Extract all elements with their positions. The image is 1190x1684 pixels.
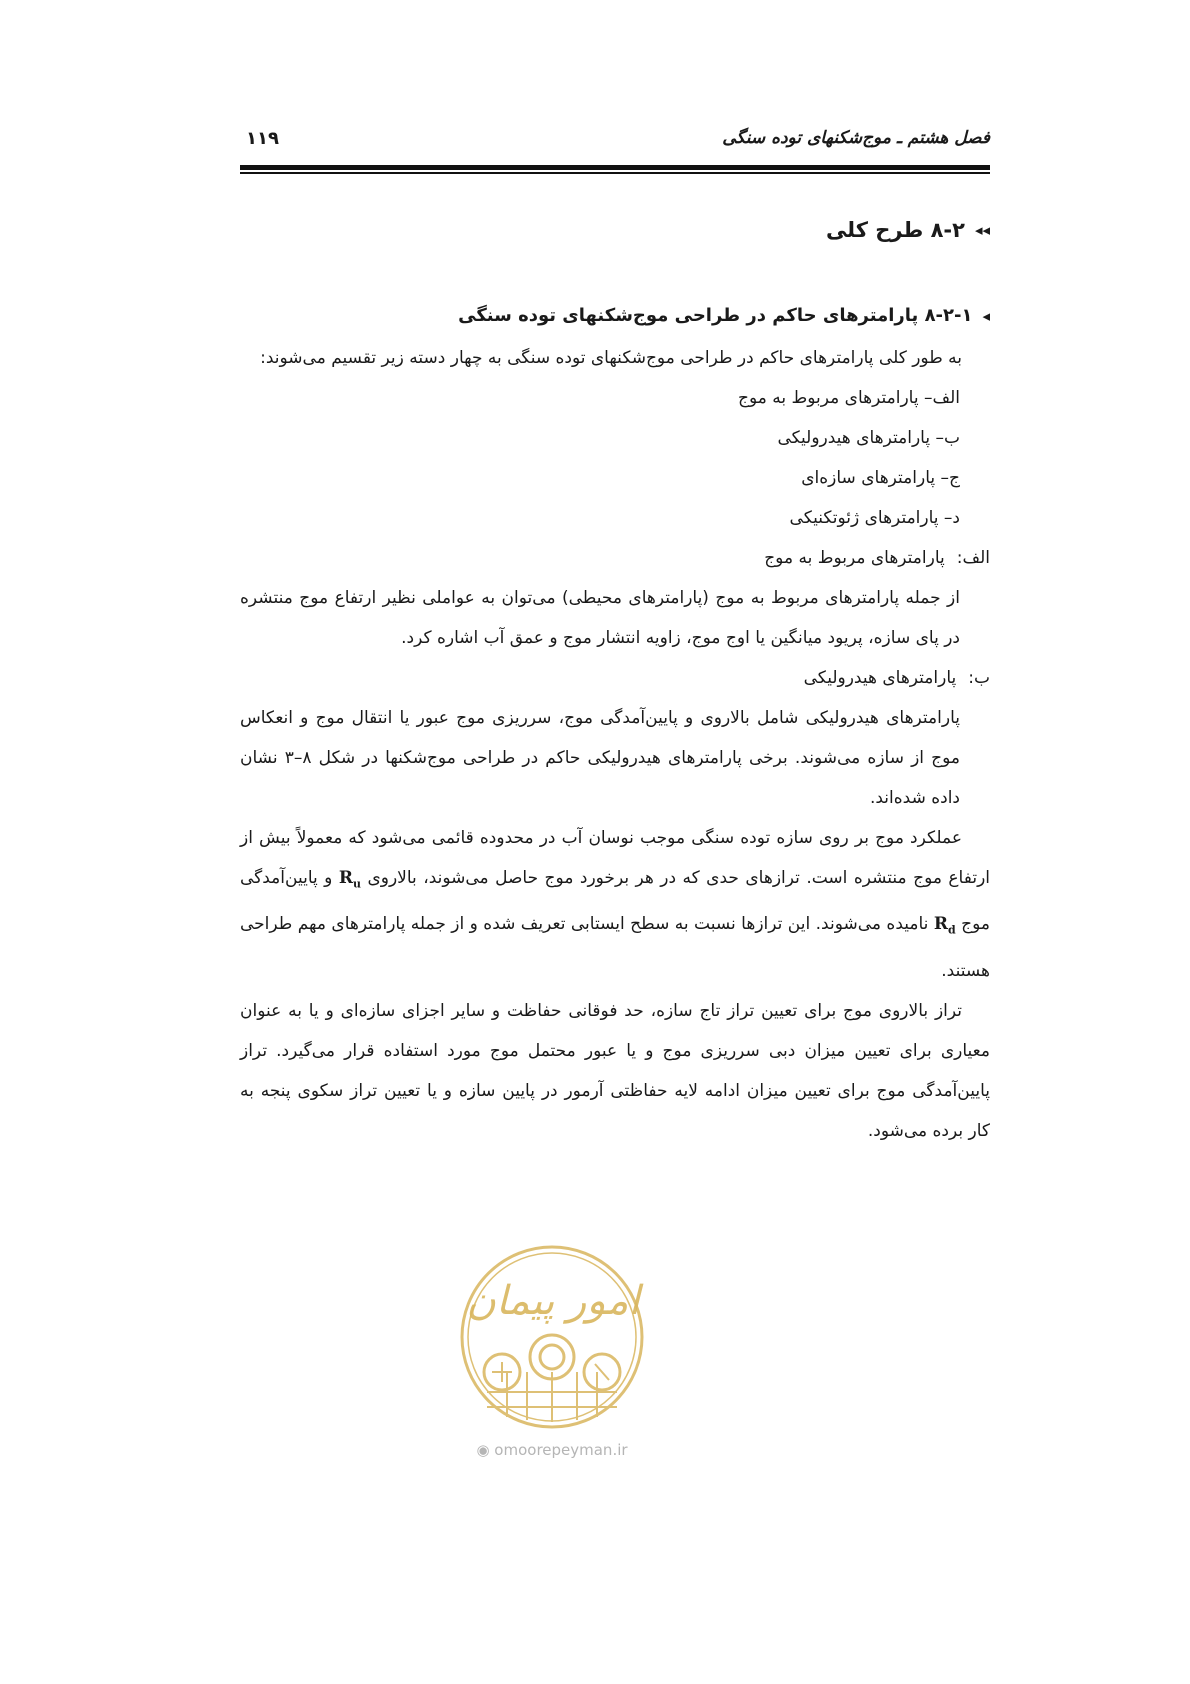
subsection-heading <box>240 296 990 336</box>
list-item: ب– پارامترهای هیدرولیکی <box>777 428 960 448</box>
ru-symbol-sub: u <box>352 877 361 891</box>
page-header <box>240 128 990 158</box>
ru-symbol-base: R <box>338 868 353 888</box>
levels-paragraph: تراز بالاروی موج برای تعیین تراز تاج سازه، حد فوقانی حفاظت و سایر اجزای سازه‌ای و یا به عنوان معیاری برای تعیین میزان دبی سرریزی موج و یا عبور محتمل موج مورد استفاده قرار می‌گیرد. تراز پایین‌آمدگی موج برای تعیین میزان ادامه لایه حفاظتی آرمور در پایین سازه و یا تعیین تراز سکوی پنجه به کار برده می‌شود. <box>240 1000 990 1141</box>
part-b-body: پارامترهای هیدرولیکی شامل بالاروی و پایین‌آمدگی موج، سرریزی موج عبور یا انتقال موج و انعکاس موج از سازه می‌شوند. برخی پارامترهای هیدرولیکی حاکم در طراحی موج‌شکنها در شکل ۸–۳ نشان داده شده‌اند. <box>240 708 961 808</box>
rd-symbol-base: R <box>933 914 948 935</box>
runup-paragraph <box>240 818 990 991</box>
part-a-body: از جمله پارامترهای مربوط به موج (پارامترهای محیطی) می‌توان به عواملی نظیر ارتفاع موج منتشره در پای سازه، پریود میانگین یا اوج موج، زاویه انتشار موج و عمق آب اشاره کرد. <box>240 588 960 648</box>
intro-paragraph: به طور کلی پارامترهای حاکم در طراحی موج‌شکنهای توده سنگی به چهار دسته زیر تقسیم می‌شوند: <box>260 348 962 368</box>
header-rule-thin <box>240 172 990 174</box>
page-number: ۱۱۹ <box>246 128 279 149</box>
category-list <box>240 378 990 538</box>
part-b-title: پارامترهای هیدرولیکی <box>803 668 957 688</box>
part-a-title: پارامترهای مربوط به موج <box>764 548 945 568</box>
arrow-icon: ◂ <box>982 307 990 325</box>
ru-symbol <box>338 868 361 891</box>
rd-symbol-sub: d <box>948 923 956 937</box>
part-b-tag: ب: <box>968 668 990 688</box>
page-content <box>240 208 990 1151</box>
runup-text-2: و پایین‌آمدگی موج <box>240 868 991 935</box>
section-title: ۸-۲ طرح کلی <box>825 218 965 242</box>
header-rule-thick <box>240 165 990 170</box>
section-heading <box>240 208 990 252</box>
double-arrow-icon: ◂◂ <box>974 221 990 239</box>
list-item: الف– پارامترهای مربوط به موج <box>738 388 960 408</box>
watermark-logo-text: امور پیمان <box>466 1278 640 1324</box>
subsection-title: ۸-۲-۱ پارامترهای حاکم در طراحی موج‌شکنهای توده سنگی <box>458 305 973 326</box>
runup-text-1: عملکرد موج بر روی سازه توده سنگی موجب نوسان آب در محدوده قائمی می‌شود که معمولاً بیش از ارتفاع موج منتشره است. ترازهای حدی که در هر برخورد موج حاصل می‌شوند، بالاروی <box>240 828 990 888</box>
list-item: د– پارامترهای ژئوتکنیکی <box>789 508 960 528</box>
part-a-heading <box>240 538 990 578</box>
runup-text-3: نامیده می‌شوند. این ترازها نسبت به سطح ایستابی تعریف شده و از جمله پارامترهای مهم طراحی هستند. <box>240 914 990 981</box>
watermark-url: ◉ omoorepeyman.ir <box>476 1441 628 1459</box>
watermark-url-text: omoorepeyman.ir <box>494 1441 628 1459</box>
rd-symbol <box>933 914 956 937</box>
part-a-tag: الف: <box>956 548 990 568</box>
list-item: ج– پارامترهای سازه‌ای <box>801 468 960 488</box>
part-b-heading <box>240 658 990 698</box>
running-title: فصل هشتم ـ موج‌شکنهای توده سنگی <box>722 128 990 148</box>
watermark-logo <box>457 1242 647 1432</box>
